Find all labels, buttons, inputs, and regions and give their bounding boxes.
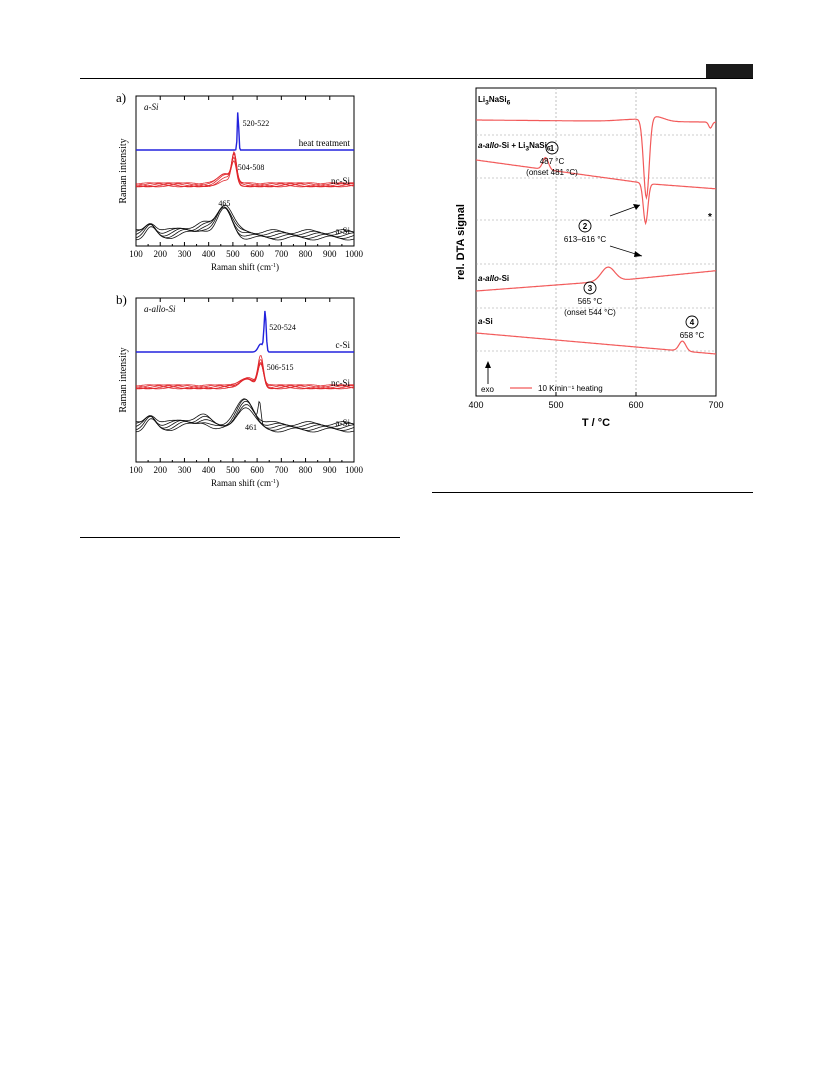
x-axis-label: Raman shift $(cm^{-1})$ [211, 478, 279, 488]
raman-chart-b [112, 290, 412, 490]
right-bottom-rule [432, 492, 753, 493]
peak-annotation: 520-524 [269, 323, 296, 332]
panel-label: b) [116, 292, 127, 307]
plot-frame [136, 298, 354, 462]
event-temperature: 565 °C [577, 297, 603, 306]
x-tick-label: 500 [548, 400, 564, 410]
event-onset: (onset 481 °C) [526, 168, 578, 177]
y-axis-label: Raman intensity [118, 138, 129, 204]
section-label-text: $Li_3NaSi_6$ [478, 95, 511, 107]
dta-curve [476, 158, 716, 224]
x-tick-label: 600 [250, 465, 264, 475]
series-line-black [136, 207, 354, 239]
event-onset: (onset 544 °C) [564, 308, 616, 317]
exo-arrowhead [485, 361, 491, 368]
section-label [478, 141, 648, 157]
x-tick-label: 600 [250, 249, 264, 259]
x-tick-label: 900 [323, 249, 337, 259]
x-tick-label: 800 [298, 249, 313, 259]
peak-annotation: 461 [245, 423, 257, 432]
x-tick-label: 500 [226, 465, 240, 475]
star-marker: * [708, 212, 712, 223]
panel-title: a-allo-Si [144, 304, 176, 314]
x-tick-label: 900 [323, 465, 337, 475]
left-bottom-rule [80, 537, 400, 538]
event-number: 4 [689, 318, 695, 327]
section-label [478, 274, 648, 290]
x-tick-label: 400 [201, 465, 216, 475]
peak-annotation: 506-515 [266, 363, 294, 372]
x-tick-label: 300 [177, 465, 192, 475]
exo-label: exo [481, 385, 494, 394]
series-line-black [136, 207, 354, 235]
event-temperature: 658 °C [679, 331, 705, 340]
raman-chart-a [112, 88, 412, 278]
series-label: nc-Si [331, 378, 350, 388]
x-tick-label: 700 [274, 465, 289, 475]
x-axis-label: T / °C [581, 417, 611, 429]
series-line-black [136, 207, 354, 237]
event-number: 2 [582, 222, 588, 231]
x-axis-label: Raman shift $(cm^{-1})$ [211, 262, 279, 272]
header-rule [80, 78, 753, 79]
peak-annotation: 465 [218, 199, 231, 208]
section-label-text: a-allo-Si + $Li_3NaSi_6$ [478, 141, 551, 153]
x-tick-label: 700 [708, 400, 724, 410]
series-label: a-Si [335, 418, 350, 428]
x-tick-label: 100 [129, 465, 143, 475]
panel-title: a-Si [144, 102, 159, 112]
event-number: 1 [549, 144, 555, 153]
section-label-text: a-Si [478, 317, 493, 326]
series-line-red [136, 356, 354, 389]
x-tick-label: 1000 [345, 465, 363, 475]
section-label [478, 95, 648, 111]
series-line-blue [136, 311, 354, 352]
x-tick-label: 200 [153, 249, 167, 259]
series-line-red [136, 157, 354, 187]
dta-chart [430, 88, 770, 468]
event-arrowhead [634, 251, 642, 257]
legend-label: 10 Kmin⁻¹ heating [538, 384, 603, 393]
x-tick-label: 300 [177, 249, 192, 259]
section-label-text: a-allo-Si [478, 274, 510, 283]
x-tick-label: 600 [628, 400, 644, 410]
x-tick-label: 400 [201, 249, 216, 259]
section-label [478, 317, 648, 333]
x-tick-label: 1000 [345, 249, 363, 259]
y-axis-label: rel. DTA signal [455, 204, 467, 280]
x-tick-label: 700 [274, 249, 289, 259]
series-label: a-Si [335, 226, 350, 236]
event-temperature: 487 °C [539, 157, 565, 166]
x-tick-label: 200 [153, 465, 167, 475]
x-tick-label: 500 [226, 249, 240, 259]
x-tick-label: 400 [468, 400, 484, 410]
x-tick-label: 800 [298, 465, 313, 475]
event-temperature: 613–616 °C [563, 235, 607, 244]
event-number: 3 [587, 284, 593, 293]
peak-annotation: 520-522 [242, 119, 270, 128]
series-line-black [136, 399, 354, 426]
page-number-box [706, 64, 753, 78]
series-label: nc-Si [331, 176, 350, 186]
series-label: c-Si [335, 340, 350, 350]
y-axis-label: Raman intensity [118, 347, 129, 413]
x-tick-label: 100 [129, 249, 143, 259]
series-line-red [136, 363, 354, 389]
peak-annotation: 504-508 [237, 163, 265, 172]
panel-label: a) [116, 90, 127, 105]
series-line-black [136, 205, 354, 234]
series-label: heat treatment [298, 138, 350, 148]
